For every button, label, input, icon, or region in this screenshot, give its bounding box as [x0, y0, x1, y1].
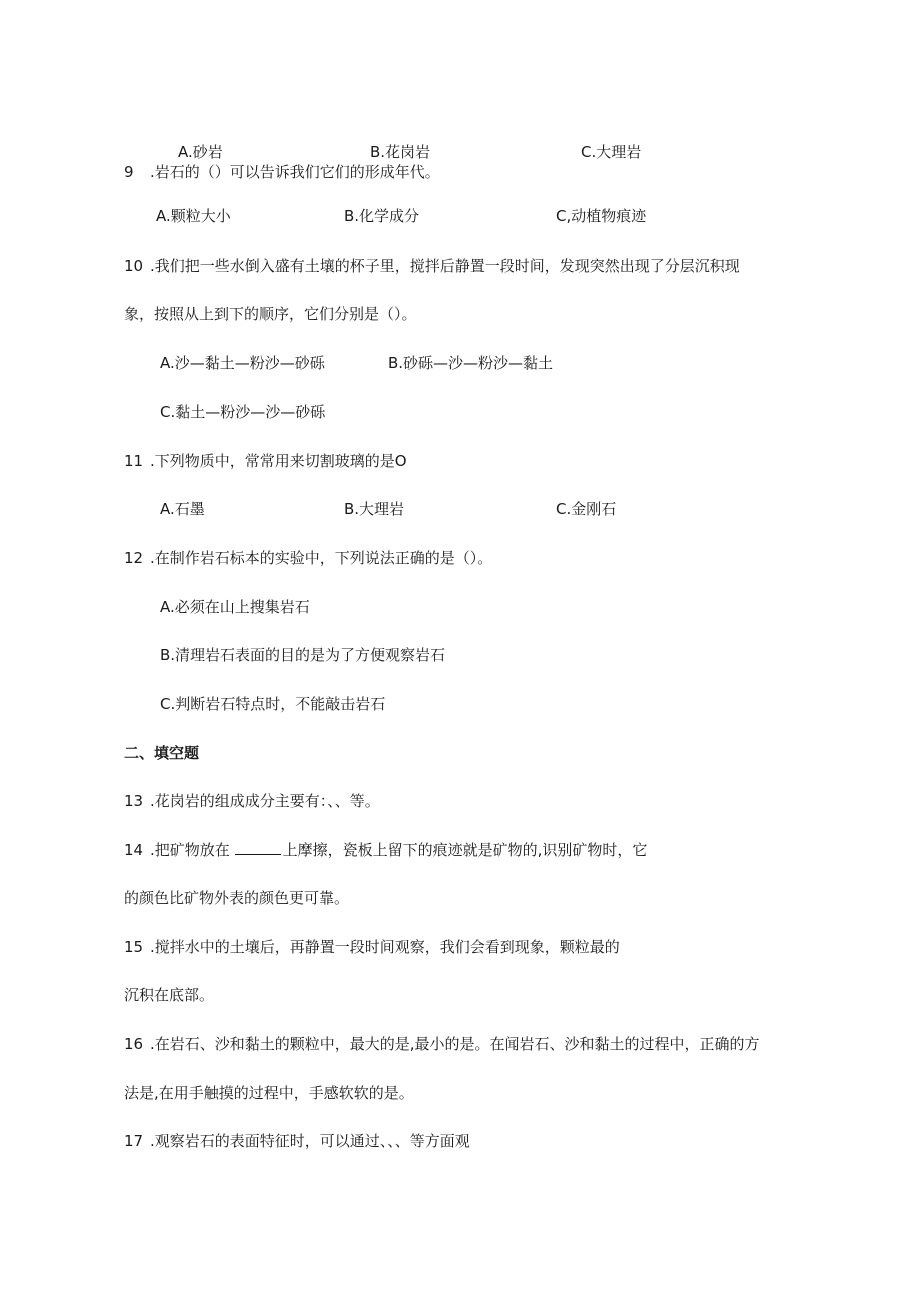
q10-option-c: C.黏土—粉沙—沙—砂砾: [160, 403, 326, 421]
question-number: 10: [124, 257, 144, 275]
q10-option-a: A.沙—黏土—粉沙—砂砾: [160, 354, 325, 372]
question-number: 13: [124, 792, 144, 810]
question-15-continued: 沉积在底部。: [124, 986, 215, 1004]
q9-option-b: B.化学成分: [344, 207, 420, 225]
question-number: 16: [124, 1035, 144, 1053]
q8-option-c: C.大理岩: [581, 143, 642, 161]
question-number: 17: [124, 1132, 144, 1150]
question-text: .把矿物放在: [150, 841, 230, 859]
answer-blank: [235, 840, 281, 855]
q10-option-b: B.砂砾—沙—粉沙—黏土: [388, 354, 554, 372]
question-number: 12: [124, 549, 144, 567]
question-16: [124, 1034, 760, 1054]
q9-option-a: A.颗粒大小: [156, 207, 231, 225]
question-15: [124, 937, 620, 957]
q8-option-a: A.砂岩: [178, 143, 223, 161]
q11-option-a: A.石墨: [160, 500, 205, 518]
question-14-continued: 的颜色比矿物外表的颜色更可靠。: [124, 889, 350, 907]
q11-option-b: B.大理岩: [344, 500, 405, 518]
question-text-continued: 上摩擦，瓷板上留下的痕迹就是矿物的,识别矿物时，它: [282, 841, 648, 859]
q8-option-b: B.花岗岩: [370, 143, 431, 161]
question-10: [124, 256, 740, 276]
question-text: .观察岩石的表面特征时，可以通过、、、等方面观: [150, 1132, 470, 1150]
question-text: .花岗岩的组成成分主要有：、、等。: [150, 792, 380, 810]
question-10-continued: 象，按照从上到下的顺序，它们分别是（）。: [124, 305, 417, 323]
question-text: .下列物质中，常常用来切割玻璃的是O: [150, 452, 407, 470]
question-text: .在制作岩石标本的实验中，下列说法正确的是（）。: [150, 549, 493, 567]
question-17: [124, 1131, 470, 1151]
question-16-continued: 法是,在用手触摸的过程中，手感软软的是。: [124, 1084, 414, 1102]
q12-option-a: A.必须在山上搜集岩石: [160, 598, 310, 616]
question-text: .搅拌水中的土壤后，再静置一段时间观察，我们会看到现象，颗粒最的: [150, 938, 620, 956]
question-11: [124, 451, 407, 471]
question-12: [124, 548, 492, 568]
q12-option-c: C.判断岩石特点时，不能敲击岩石: [160, 695, 386, 713]
question-text: .在岩石、沙和黏土的颗粒中，最大的是,最小的是。在闻岩石、沙和黏土的过程中，正确的方: [150, 1035, 760, 1053]
question-number: 11: [124, 452, 144, 470]
question-number: 14: [124, 841, 144, 859]
question-number: 9: [124, 163, 134, 181]
q11-option-c: C.金刚石: [556, 500, 617, 518]
question-13: [124, 791, 380, 811]
question-text: .我们把一些水倒入盛有土壤的杯子里，搅拌后静置一段时间，发现突然出现了分层沉积现: [150, 257, 740, 275]
q9-option-c: C,动植物痕迹: [556, 207, 647, 225]
section-heading: 二、填空题: [124, 744, 200, 762]
question-9: [124, 162, 440, 182]
q12-option-b: B.清理岩石表面的目的是为了方便观察岩石: [160, 646, 446, 664]
question-text: .岩石的（）可以告诉我们它们的形成年代。: [150, 163, 440, 181]
question-number: 15: [124, 938, 144, 956]
question-14: [124, 840, 647, 860]
